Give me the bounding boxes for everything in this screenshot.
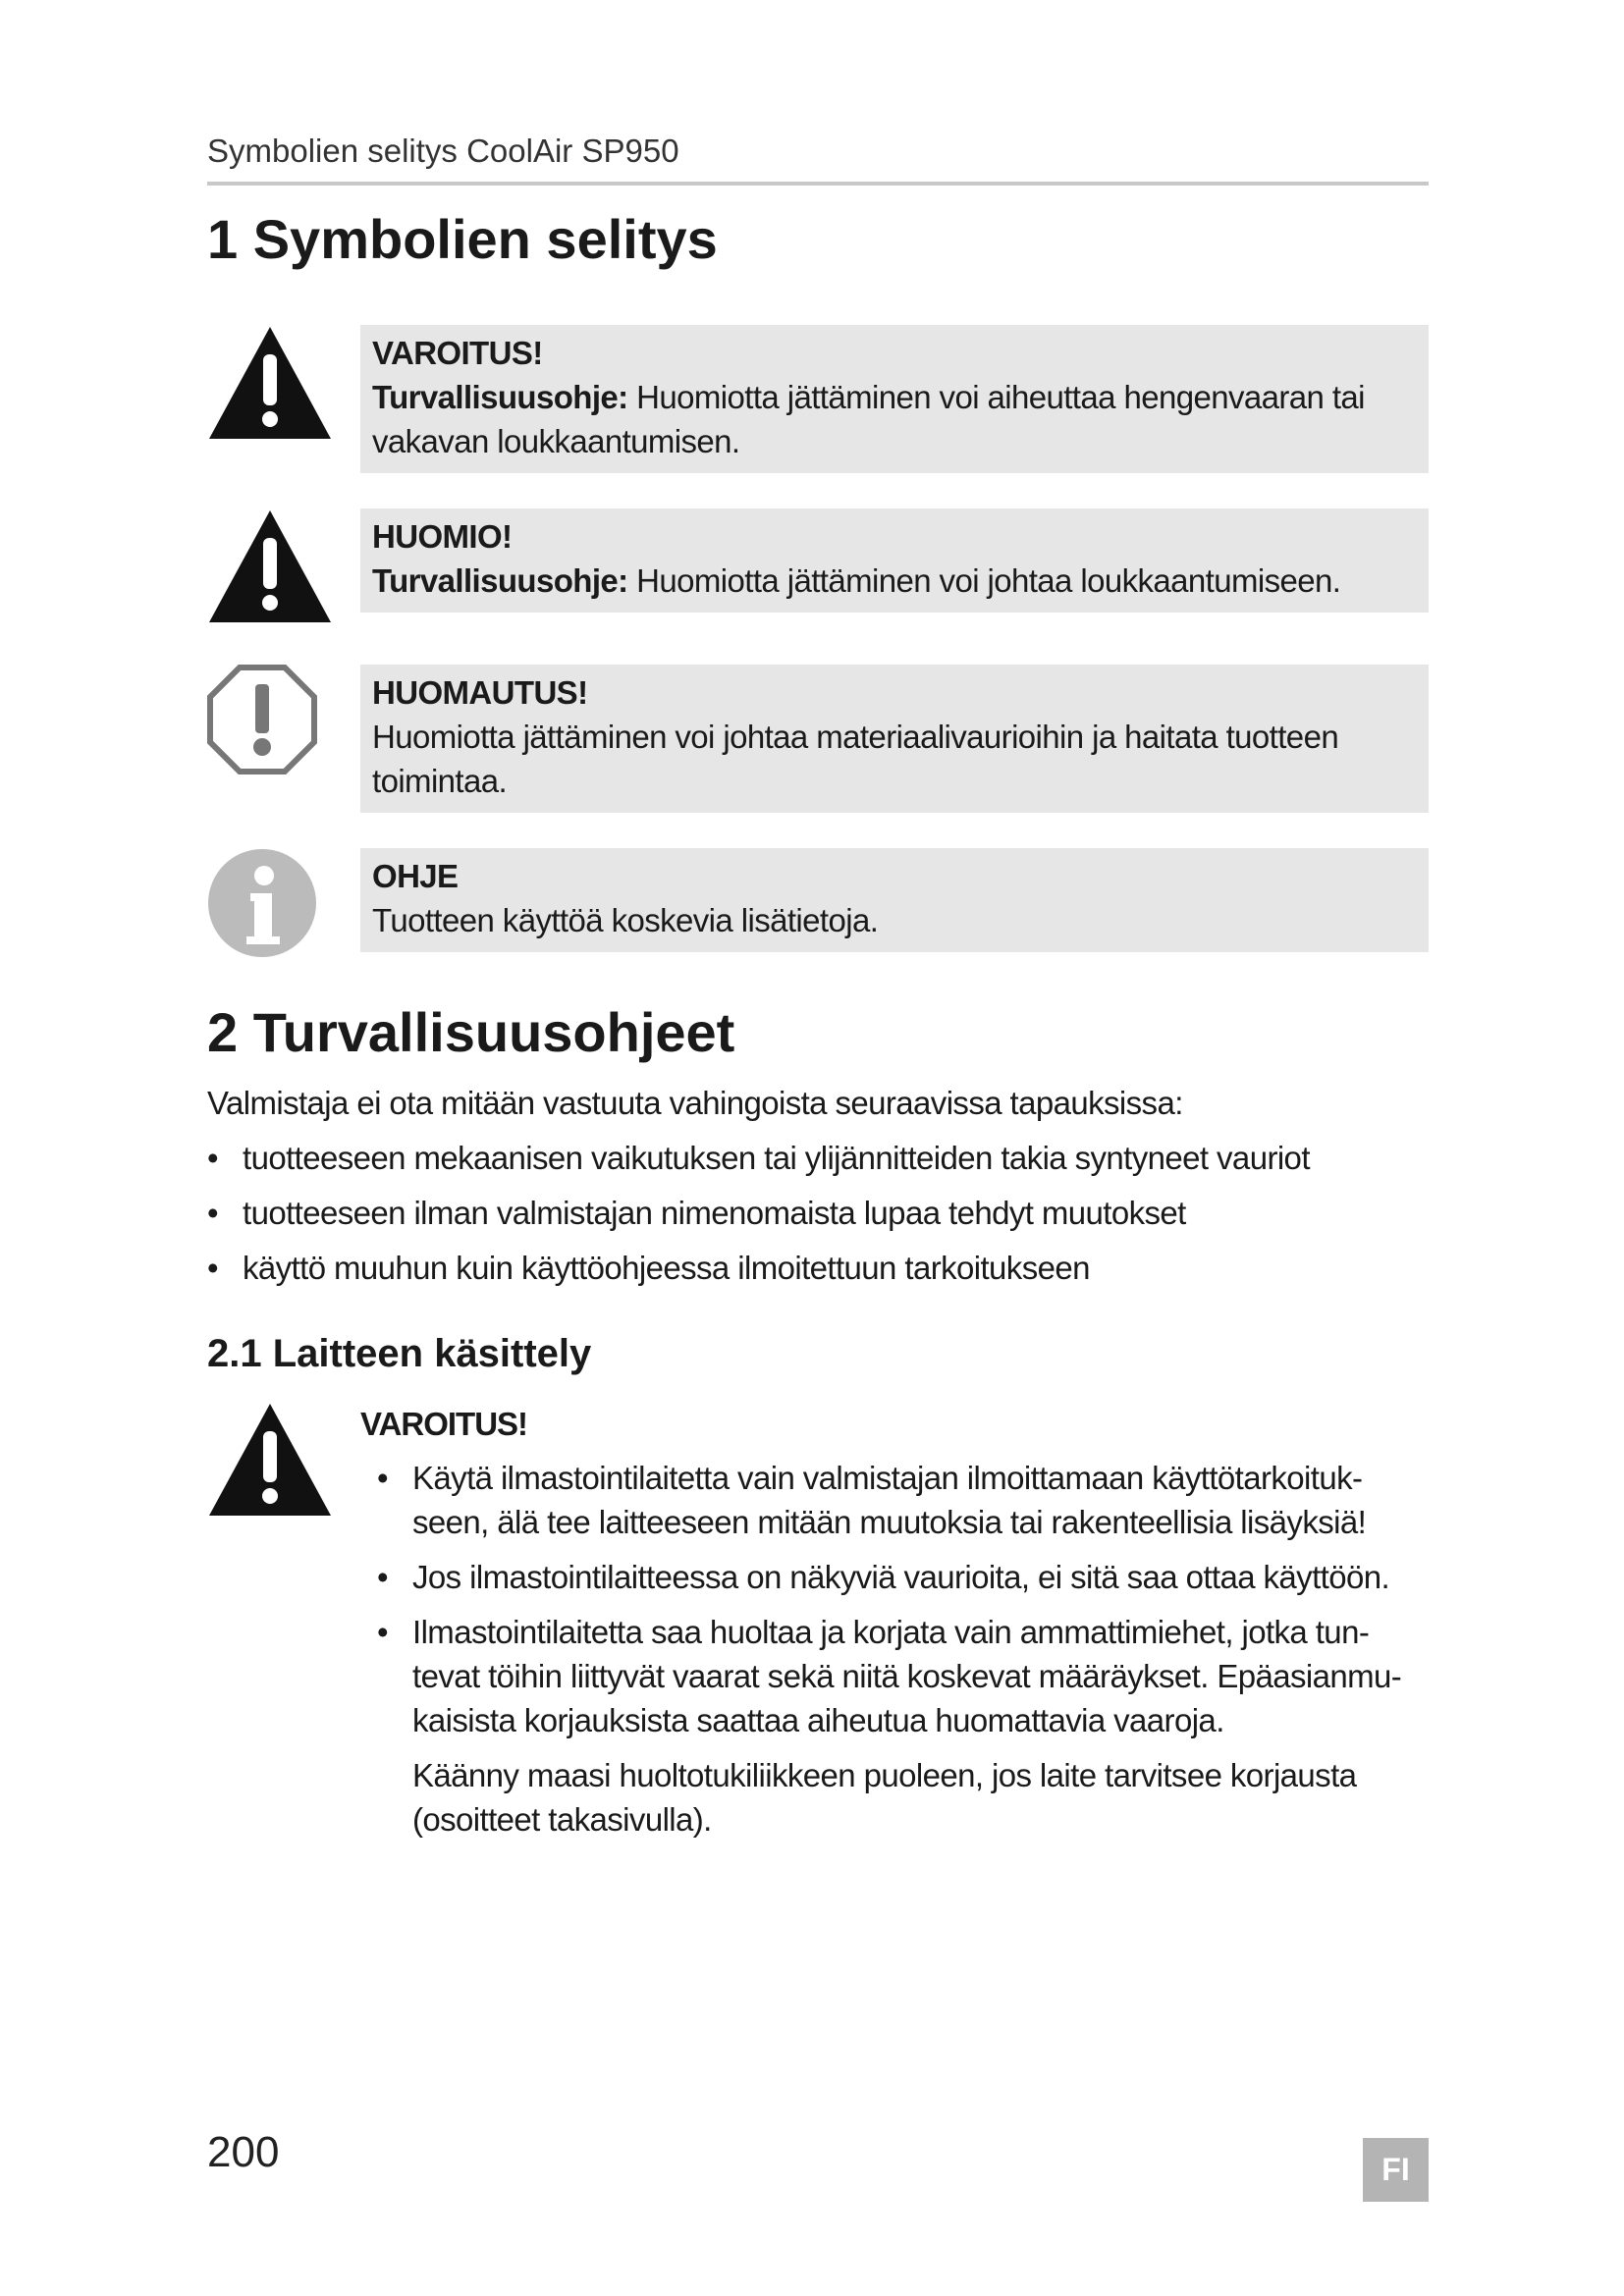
running-header: Symbolien selitys CoolAir SP950 <box>207 133 679 169</box>
warning-triangle-icon <box>207 325 333 441</box>
liability-list <box>243 1136 1429 1290</box>
notice-title: HUOMAUTUS! <box>372 674 588 711</box>
page-number: 200 <box>207 2128 280 2176</box>
caution-triangle-icon <box>207 508 333 624</box>
notice-title: HUOMIO! <box>372 518 513 555</box>
notice-text: Huomiotta jättäminen voi aiheuttaa hengenvaaran tai vakavan loukkaantumisen. <box>372 379 1365 459</box>
notice-row-caution <box>207 508 1429 629</box>
notice-list <box>207 325 1429 963</box>
warning-triangle-icon <box>207 1402 333 1518</box>
section-2-1-title: 2.1 Laitteen käsittely <box>207 1332 592 1375</box>
handling-warning <box>207 1402 1429 1842</box>
list-item: • Jos ilmastointilaitteessa on näkyviä vaurioita, ei sitä saa ottaa käyttöön. <box>412 1555 1429 1599</box>
notice-text: Huomiotta jättäminen voi johtaa materiaalivaurioihin ja haitata tuotteen toimintaa. <box>372 719 1339 799</box>
list-item: • Käytä ilmastointilaitetta vain valmistajan ilmoittamaan käyttötarkoituk-seen, älä tee laitteeseen mitään muutoksia tai rakenteellisia lisäyksiä! <box>412 1456 1429 1544</box>
list-item: • tuotteeseen ilman valmistajan nimenomaista lupaa tehdyt muutokset <box>243 1191 1429 1235</box>
notice-title: OHJE <box>372 858 459 894</box>
notice-text: Tuotteen käyttöä koskevia lisätietoja. <box>372 902 879 938</box>
handling-warning-list <box>412 1456 1429 1742</box>
list-item: • Ilmastointilaitetta saa huoltaa ja korjata vain ammattimiehet, jotka tun-tevat töihin liittyvät vaarat sekä niitä koskevat määräykset. Epäasianmu-kaisista korjauksista saattaa aiheutua huomattavia vaaroja. <box>412 1610 1429 1742</box>
notice-label: Turvallisuusohje: <box>372 379 628 415</box>
repair-note: Käänny maasi huoltotukiliikkeen puoleen, jos laite tarvitsee korjausta (osoitteet takasivulla). <box>412 1757 1357 1838</box>
warning-title: VAROITUS! <box>360 1406 528 1442</box>
notice-row-notice <box>207 665 1429 813</box>
notice-warning <box>360 325 1429 473</box>
notice-title: VAROITUS! <box>372 335 543 371</box>
notice-info <box>360 848 1429 952</box>
language-badge: FI <box>1363 2138 1429 2202</box>
list-item: • tuotteeseen mekaanisen vaikutuksen tai ylijännitteiden takia syntyneet vauriot <box>243 1136 1429 1180</box>
notice-text: Huomiotta jättäminen voi johtaa loukkaantumiseen. <box>627 562 1341 599</box>
section-2-title: 2 Turvallisuusohjeet <box>207 1001 735 1063</box>
section-2-intro: Valmistaja ei ota mitään vastuuta vahingoista seuraavissa tapauksissa: <box>207 1085 1183 1121</box>
section-1-title: 1 Symbolien selitys <box>207 208 718 270</box>
info-circle-icon <box>207 848 317 958</box>
list-item: • käyttö muuhun kuin käyttöohjeessa ilmoitettuun tarkoitukseen <box>243 1246 1429 1290</box>
handling-warning-body <box>360 1402 1429 1842</box>
notice-label: Turvallisuusohje: <box>372 562 628 599</box>
notice-row-info <box>207 848 1429 963</box>
header-divider <box>207 182 1429 186</box>
page-content <box>207 132 1429 1842</box>
notice-caution <box>360 508 1429 613</box>
notice-row-warning <box>207 325 1429 473</box>
notice-notice <box>360 665 1429 813</box>
notice-octagon-icon <box>207 665 317 774</box>
